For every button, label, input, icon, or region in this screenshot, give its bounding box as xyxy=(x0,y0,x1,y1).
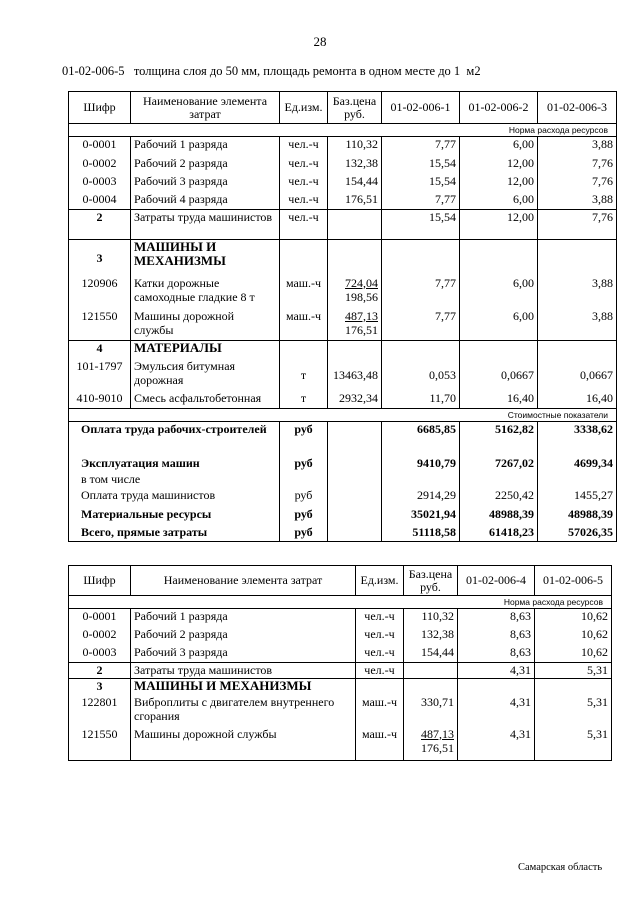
table-row: 0-0001 Рабочий 1 разряда чел.-ч 110,32 7,77 6,00 3,88 xyxy=(69,137,617,156)
page-number: 28 xyxy=(313,34,327,49)
header-unit: Ед.изм. xyxy=(280,92,328,124)
table-row: 101-1797 Эмульсия битумная дорожная т 13463,48 0,053 0,0667 0,0667 xyxy=(69,359,617,391)
norm-label: Норма расхода ресурсов xyxy=(69,124,617,137)
table-row: 410-9010 Смесь асфальтобетонная т 2932,34 11,70 16,40 16,40 xyxy=(69,391,617,409)
header-col4: 01-02-006-4 xyxy=(458,566,535,596)
header-code: Шифр xyxy=(69,566,131,596)
cost-label: Стоимостные показатели xyxy=(69,409,617,422)
header-col1: 01-02-006-1 xyxy=(382,92,460,124)
table-row: 121550 Машины дорожной службы маш.-ч 487,13 176,51 7,77 6,00 3,88 xyxy=(69,309,617,341)
cost-row: Материальные ресурсы руб 35021,94 48988,39 48988,39 xyxy=(69,507,617,525)
section-row: 3 МАШИНЫ И МЕХАНИЗМЫ xyxy=(69,679,612,695)
cost-row: Эксплуатация машин руб 9410,79 7267,02 4699,34 xyxy=(69,456,617,472)
table-row: 0-0001 Рабочий 1 разряда чел.-ч 110,32 8,63 10,62 xyxy=(69,609,612,627)
cost-row: Оплата труда машинистов руб 2914,29 2250,42 1455,27 xyxy=(69,488,617,507)
table-row: 120906 Катки дорожные самоходные гладкие 8 т маш.-ч 724,04 198,56 7,77 6,00 3,88 xyxy=(69,276,617,309)
section-row: 4 МАТЕРИАЛЫ xyxy=(69,341,617,359)
cost-row: Оплата труда рабочих-строителей руб 6685,85 5162,82 3338,62 xyxy=(69,422,617,456)
section-heading: 01-02-006-5 толщина слоя до 50 мм, площадь ремонта в одном месте до 1 м2 xyxy=(62,64,481,78)
table-row: 0-0003 Рабочий 3 разряда чел.-ч 154,44 8,63 10,62 xyxy=(69,645,612,663)
cost-row: Всего, прямые затраты руб 51118,58 61418,23 57026,35 xyxy=(69,525,617,542)
table-row: 2 Затраты труда машинистов чел.-ч 15,54 12,00 7,76 xyxy=(69,210,617,240)
header-code: Шифр xyxy=(69,92,131,124)
header-price: Баз.цена руб. xyxy=(404,566,458,596)
table-header-row xyxy=(69,92,617,124)
section-row: 3 МАШИНЫ И МЕХАНИЗМЫ xyxy=(69,240,617,276)
resource-table-1 xyxy=(68,91,617,542)
footer-region: Самарская область xyxy=(518,862,603,873)
header-price: Баз.цена руб. xyxy=(328,92,382,124)
table-row: 0-0003 Рабочий 3 разряда чел.-ч 154,44 15,54 12,00 7,76 xyxy=(69,174,617,192)
table-row: 0-0002 Рабочий 2 разряда чел.-ч 132,38 15,54 12,00 7,76 xyxy=(69,156,617,174)
header-col5: 01-02-006-5 xyxy=(535,566,612,596)
header-col2: 01-02-006-2 xyxy=(460,92,538,124)
header-unit: Ед.изм. xyxy=(356,566,404,596)
norm-label: Норма расхода ресурсов xyxy=(69,596,612,609)
header-name: Наименование элемента затрат xyxy=(131,92,280,124)
table-header-row xyxy=(69,566,612,596)
header-name: Наименование элемента затрат xyxy=(131,566,356,596)
table-row: 0-0004 Рабочий 4 разряда чел.-ч 176,51 7,77 6,00 3,88 xyxy=(69,192,617,210)
table-row: 121550 Машины дорожной службы маш.-ч 487,13 176,51 4,31 5,31 xyxy=(69,727,612,761)
cost-row: в том числе xyxy=(69,472,617,488)
table-row: 122801 Виброплиты с двигателем внутреннего сгорания маш.-ч 330,71 4,31 5,31 xyxy=(69,695,612,727)
table-row: 0-0002 Рабочий 2 разряда чел.-ч 132,38 8,63 10,62 xyxy=(69,627,612,645)
resource-table-2 xyxy=(68,565,612,761)
header-col3: 01-02-006-3 xyxy=(538,92,617,124)
table-row: 2 Затраты труда машинистов чел.-ч 4,31 5,31 xyxy=(69,663,612,679)
